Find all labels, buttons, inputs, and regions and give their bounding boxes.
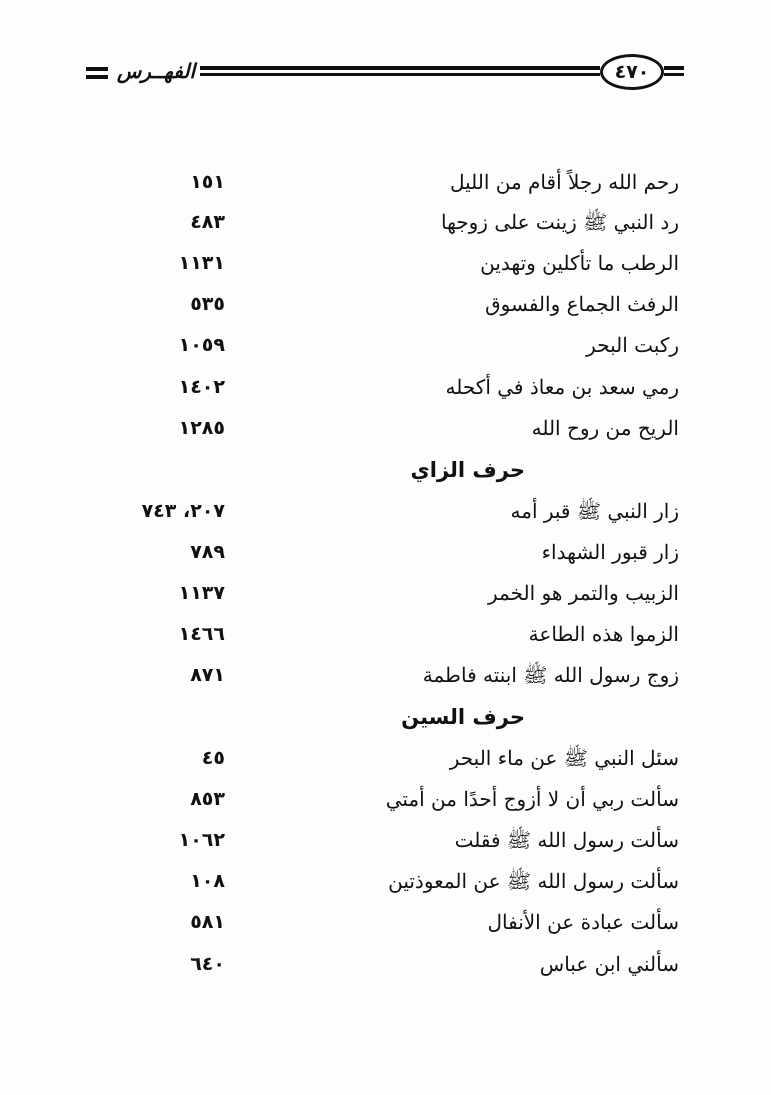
index-entry (0, 532, 771, 572)
entry-pages: ٤٥ (201, 747, 225, 769)
index-entry (0, 202, 771, 242)
entry-phrase: سألت رسول الله ﷺ عن المعوذتين (388, 869, 679, 893)
index-entry (0, 573, 771, 613)
index-entry (0, 861, 771, 901)
entry-pages: ٤٨٣ (190, 211, 225, 233)
page-number: ٤٧٠ (600, 54, 664, 90)
index-entry (0, 902, 771, 942)
index-entry (0, 738, 771, 778)
entry-pages: ١٤٠٢ (178, 376, 225, 398)
entry-phrase: سئل النبي ﷺ عن ماء البحر (449, 746, 679, 770)
index-entry (0, 243, 771, 283)
index-entry (0, 325, 771, 365)
entry-pages: ٥٨١ (190, 911, 225, 933)
entry-phrase: سألت ربي أن لا أزوج أحدًا من أمتي (385, 787, 679, 811)
entry-pages: ٧٨٩ (190, 541, 225, 563)
header-title: الفهــرس (116, 59, 195, 83)
entry-phrase: سألني ابن عباس (539, 952, 679, 976)
entry-phrase: ركبت البحر (586, 333, 679, 357)
index-entry (0, 284, 771, 324)
index-entry (0, 408, 771, 448)
entry-phrase: الزموا هذه الطاعة (528, 622, 679, 646)
entry-pages: ١٠٥٩ (178, 334, 225, 356)
entry-pages: ٢٠٧، ٧٤٣ (141, 500, 225, 522)
index-entry (0, 491, 771, 531)
entry-phrase: الرفث الجماع والفسوق (485, 292, 679, 316)
entry-phrase: زوج رسول الله ﷺ ابنته فاطمة (422, 663, 679, 687)
entry-pages: ١٤٦٦ (178, 623, 225, 645)
entry-pages: ١١٣١ (178, 252, 225, 274)
entry-pages: ٨٥٣ (190, 788, 225, 810)
index-entry (0, 367, 771, 407)
entry-phrase: سألت عبادة عن الأنفال (487, 910, 679, 934)
entry-phrase: الزبيب والتمر هو الخمر (488, 581, 679, 605)
index-entry (0, 162, 771, 202)
index-entry (0, 655, 771, 695)
entry-pages: ٥٣٥ (190, 293, 225, 315)
index-entry (0, 820, 771, 860)
entry-pages: ١٠٨ (190, 870, 225, 892)
entry-phrase: رمي سعد بن معاذ في أكحله (445, 375, 679, 399)
entry-phrase: الريح من روح الله (531, 416, 679, 440)
entry-phrase: سألت رسول الله ﷺ فقلت (454, 828, 679, 852)
section-heading: حرف السين (401, 705, 525, 729)
entry-phrase: زار قبور الشهداء (541, 540, 679, 564)
entry-phrase: رحم الله رجلاً أقام من الليل (449, 170, 679, 194)
entry-phrase: الرطب ما تأكلين وتهدين (480, 251, 679, 275)
entry-pages: ١٢٨٥ (178, 417, 225, 439)
section-heading: حرف الزاي (410, 458, 525, 482)
entry-phrase: زار النبي ﷺ قبر أمه (510, 499, 679, 523)
entry-pages: ٨٧١ (190, 664, 225, 686)
index-entry (0, 614, 771, 654)
entry-pages: ١١٣٧ (178, 582, 225, 604)
index-entry (0, 779, 771, 819)
entry-phrase: رد النبي ﷺ زينت على زوجها (440, 210, 679, 234)
index-entry (0, 944, 771, 984)
entry-pages: ١٠٦٢ (178, 829, 225, 851)
entry-pages: ٦٤٠ (190, 953, 225, 975)
entry-pages: ١٥١ (190, 171, 225, 193)
